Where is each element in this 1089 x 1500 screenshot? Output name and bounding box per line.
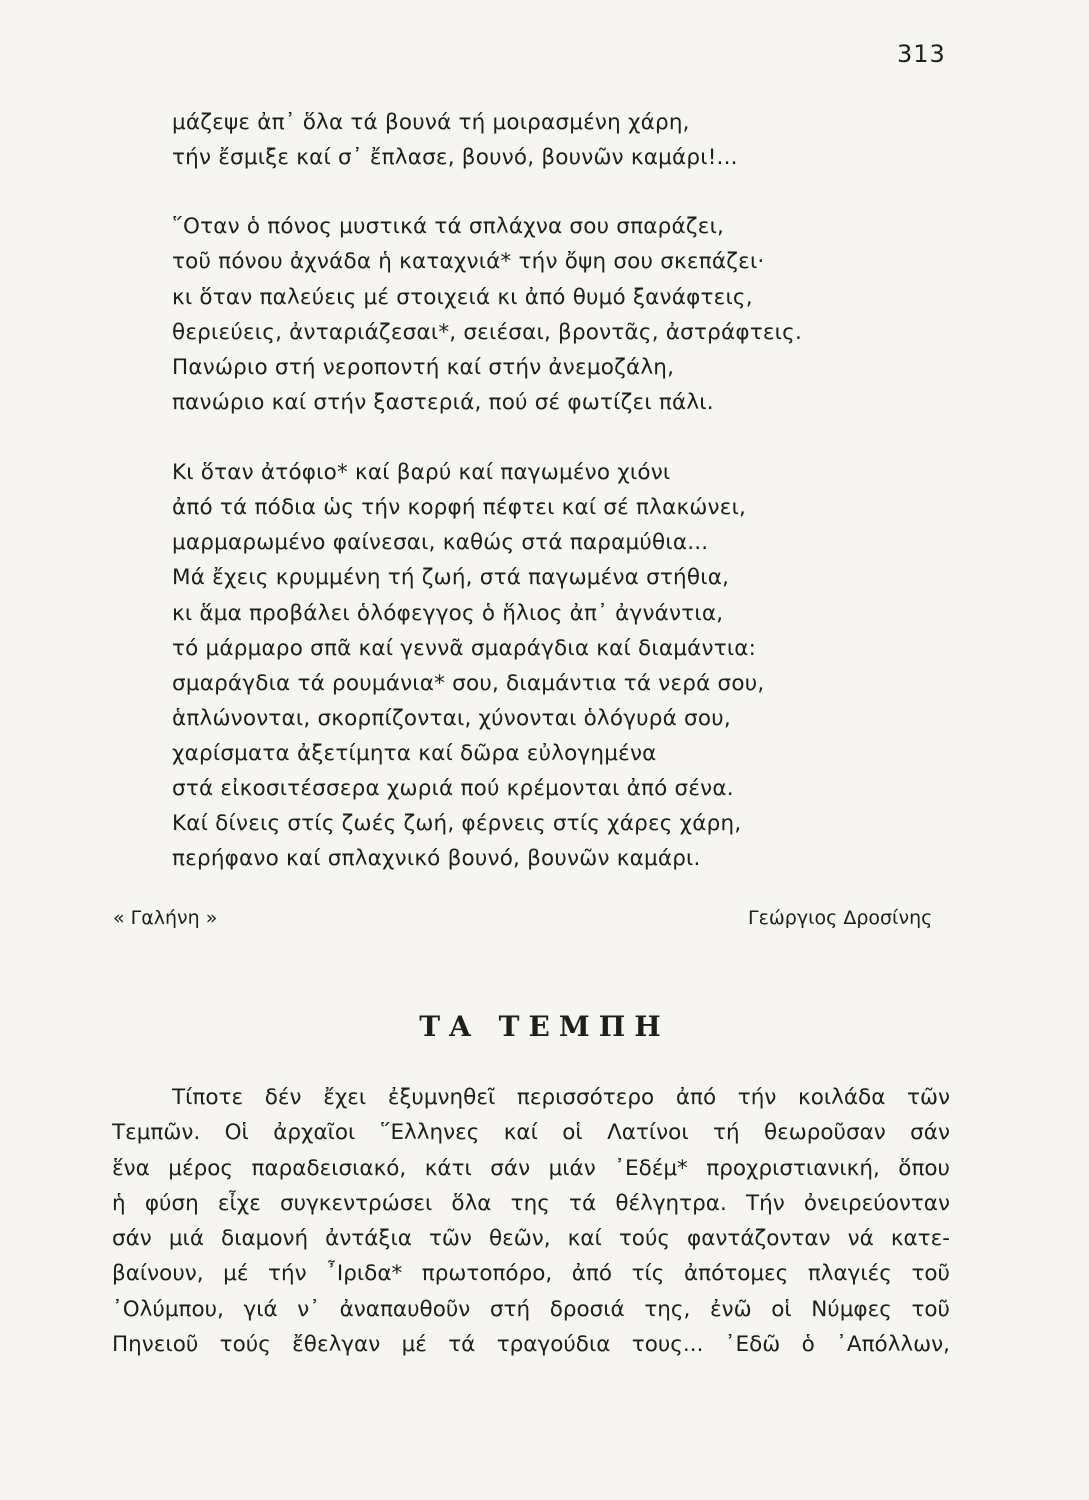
- poem-line: σμαράγδια τά ρουμάνια* σου, διαμάντια τά νερά σου,: [172, 671, 765, 696]
- poem-line: ἁπλώνονται, σκορπίζονται, χύνονται ὁλόγυρά σου,: [172, 706, 731, 731]
- poem-line: τήν ἔσμιξε καί σ᾽ ἔπλασε, βουνό, βουνῶν καμάρι!...: [172, 145, 738, 170]
- section-paragraph: [112, 1080, 950, 1362]
- paragraph-line: σάν μιά διαμονή ἀντάξια τῶν θεῶν, καί τούς φαντάζονταν νά κατε-: [112, 1226, 950, 1252]
- poem-line: μάζεψε ἀπ᾽ ὅλα τά βουνά τή μοιρασμένη χάρη,: [172, 110, 690, 135]
- poem-line: Καί δίνεις στίς ζωές ζωή, φέρνεις στίς χάρες χάρη,: [172, 811, 742, 836]
- poem-line: στά εἰκοσιτέσσερα χωριά πού κρέμονται ἀπό σένα.: [172, 776, 734, 801]
- paragraph-line: βαίνουν, μέ τήν ῏Ιριδα* πρωτοπόρο, ἀπό τίς ἀπότομες πλαγιές τοῦ: [112, 1261, 950, 1287]
- poem-source: « Γαλήνη »: [113, 907, 218, 929]
- paragraph-line: ἡ φύση εἶχε συγκεντρώσει ὅλα της τά θέλγητρα. Τήν ὀνειρεύονταν: [112, 1190, 950, 1216]
- poem-author: Γεώργιος Δροσίνης: [748, 907, 933, 929]
- page-number: 313: [897, 40, 946, 68]
- paragraph-line: Πηνειοῦ τούς ἔθελγαν μέ τά τραγούδια τους... ᾽Εδῶ ὁ ᾽Απόλλων,: [112, 1332, 950, 1358]
- section-title: ΤΑ ΤΕΜΠΗ: [419, 1010, 670, 1043]
- poem-line: κι ὅταν παλεύεις μέ στοιχειά κι ἀπό θυμό ξανάφτεις,: [172, 285, 753, 310]
- poem-line: θεριεύεις, ἀνταριάζεσαι*, σειέσαι, βροντᾶς, ἀστράφτεις.: [172, 320, 803, 345]
- paragraph-line: Τεμπῶν. Οἱ ἀρχαῖοι ῞Ελληνες καί οἱ Λατίνοι τή θεωροῦσαν σάν: [112, 1120, 950, 1146]
- poem-line: πανώριο καί στήν ξαστεριά, πού σέ φωτίζει πάλι.: [172, 390, 714, 415]
- poem-line: κι ἅμα προβάλει ὁλόφεγγος ὁ ἥλιος ἀπ᾽ ἀγνάντια,: [172, 601, 724, 626]
- poem-line: περήφανο καί σπλαχνικό βουνό, βουνῶν καμάρι.: [172, 846, 701, 871]
- poem-line: μαρμαρωμένο φαίνεσαι, καθώς στά παραμύθια...: [172, 530, 709, 555]
- paragraph-line: Τίποτε δέν ἔχει ἐξυμνηθεῖ περισσότερο ἀπό τήν κοιλάδα τῶν: [172, 1085, 950, 1110]
- poem-line: Κι ὅταν ἀτόφιο* καί βαρύ καί παγωμένο χιόνι: [172, 460, 671, 485]
- poem-line: Μά ἔχεις κρυμμένη τή ζωή, στά παγωμένα στήθια,: [172, 565, 730, 590]
- poem-line: χαρίσματα ἀξετίμητα καί δῶρα εὐλογημένα: [172, 741, 657, 766]
- poem-line: ἀπό τά πόδια ὡς τήν κορφή πέφτει καί σέ πλακώνει,: [172, 495, 747, 520]
- poem-line: ῞Οταν ὁ πόνος μυστικά τά σπλάχνα σου σπαράζει,: [172, 214, 725, 239]
- poem-line: Πανώριο στή νεροποντή καί στήν ἀνεμοζάλη,: [172, 355, 675, 380]
- paragraph-line: ᾽Ολύμπου, γιά ν᾽ ἀναπαυθοῦν στή δροσιά της, ἐνῶ οἱ Νύμφες τοῦ: [112, 1296, 950, 1322]
- paragraph-line: ἕνα μέρος παραδεισιακό, κάτι σάν μιάν ᾽Εδέμ* προχριστιανική, ὅπου: [112, 1155, 950, 1181]
- poem-line: τοῦ πόνου ἀχνάδα ἡ καταχνιά* τήν ὄψη σου σκεπάζει·: [172, 249, 765, 274]
- poem-line: τό μάρμαρο σπᾶ καί γεννᾶ σμαράγδια καί διαμάντια:: [172, 636, 757, 661]
